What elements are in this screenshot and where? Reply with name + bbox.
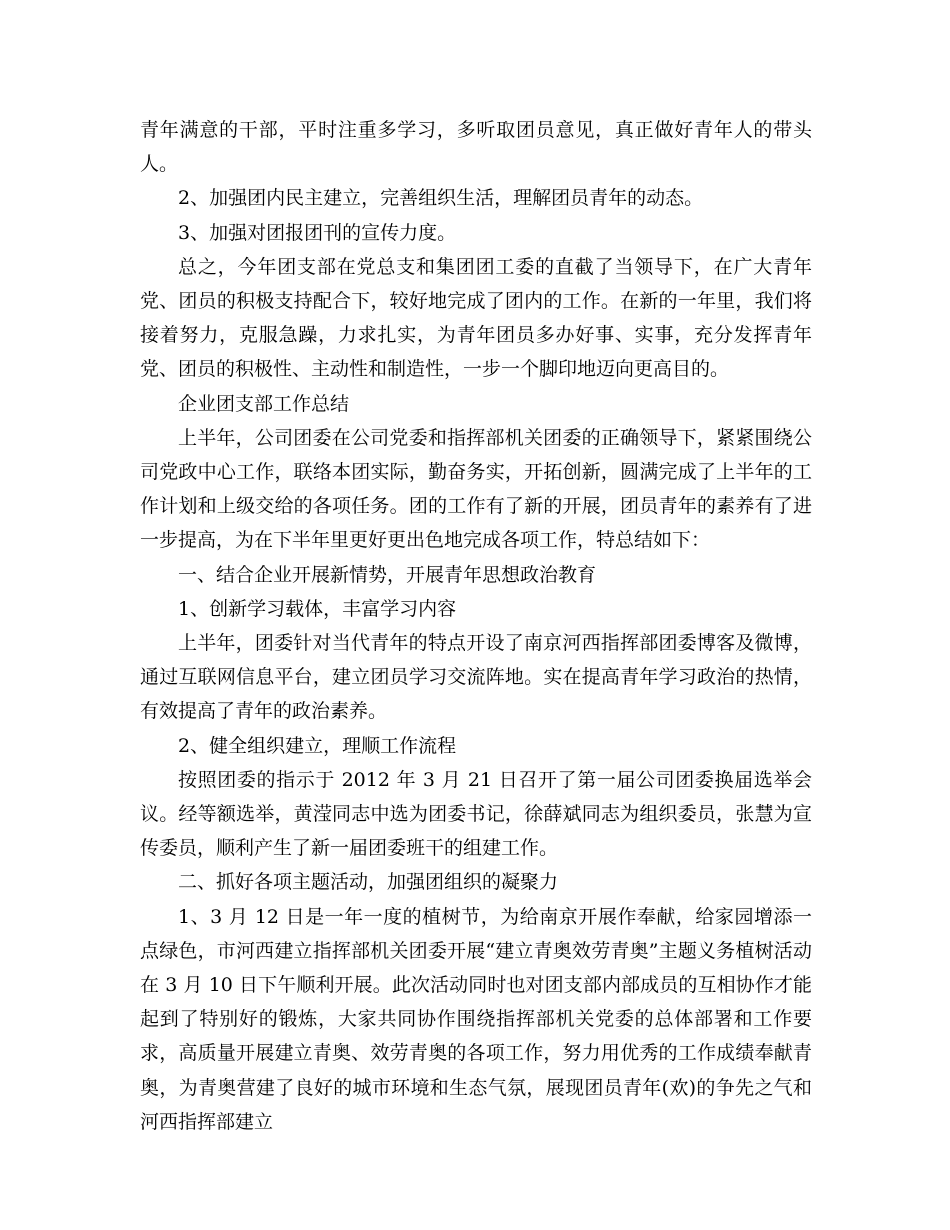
paragraph-continuation: 青年满意的干部，平时注重多学习，多听取团员意见，真正做好青年人的带头人。: [140, 119, 812, 176]
paragraph-item-2: 2、加强团内民主建立，完善组织生活，理解团员青年的动态。: [178, 187, 704, 210]
paragraph-item-3: 3、加强对团报团刊的宣传力度。: [178, 221, 457, 244]
paragraph-conclusion: 总之，今年团支部在党总支和集团团工委的直截了当领导下，在广大青年党、团员的积极支持配合下，较好地完成了团内的工作。在新的一年里，我们将接着努力，克服急躁，力求扎实，为青年团员多办好事、实事，充分发挥青年党、团员的积极性、主动性和制造性，一步一个脚印地迈向更高目的。: [140, 255, 812, 381]
subheading-one-1: 1、创新学习载体，丰富学习内容: [178, 597, 457, 620]
paragraph-intro: 上半年，公司团委在公司党委和指挥部机关团委的正确领导下，紧紧围绕公司党政中心工作，联络本团实际，勤奋务实，开拓创新，圆满完成了上半年的工作计划和上级交给的各项任务。团的工作有了新的开展，团员青年的素养有了进一步提高，为在下半年里更好更出色地完成各项工作，特总结如下：: [140, 426, 812, 552]
paragraph-election: 按照团委的指示于 2012 年 3 月 21 日召开了第一届公司团委换届选举会议。经等额选举，黄滢同志中选为团委书记，徐薛斌同志为组织委员，张慧为宣传委员，顺利产生了新一届团委班干的组建工作。: [140, 768, 812, 860]
paragraph-study: 上半年，团委针对当代青年的特点开设了南京河西指挥部团委博客及微博，通过互联网信息平台，建立团员学习交流阵地。实在提高青年学习政治的热情，有效提高了青年的政治素养。: [140, 632, 812, 723]
document-body: [140, 113, 812, 1139]
subheading-one: 一、结合企业开展新情势，开展青年思想政治教育: [178, 563, 597, 586]
subheading-two: 二、抓好各项主题活动，加强团组织的凝聚力: [178, 871, 559, 894]
subheading-one-2: 2、健全组织建立，理顺工作流程: [178, 734, 457, 757]
section-heading: 企业团支部工作总结: [178, 392, 350, 415]
paragraph-tree-planting: 1、3 月 12 日是一年一度的植树节，为给南京开展作奉献，给家园增添一点绿色，市河西建立指挥部机关团委开展“建立青奥效劳青奥”主题义务植树活动在 3 月 10 日下午顺利开展。此次活动同时也对团支部内部成员的互相协作才能起到了特别好的锻炼，大家共同协作围绕指挥部机关党委的总体部署和工作要求，高质量开展建立青奥、效劳青奥的各项工作，努力用优秀的工作成绩奉献青奥，为青奥营建了良好的城市环境和生态气氛，展现团员青年(欢)的争先之气和河西指挥部建立: [140, 905, 812, 1133]
